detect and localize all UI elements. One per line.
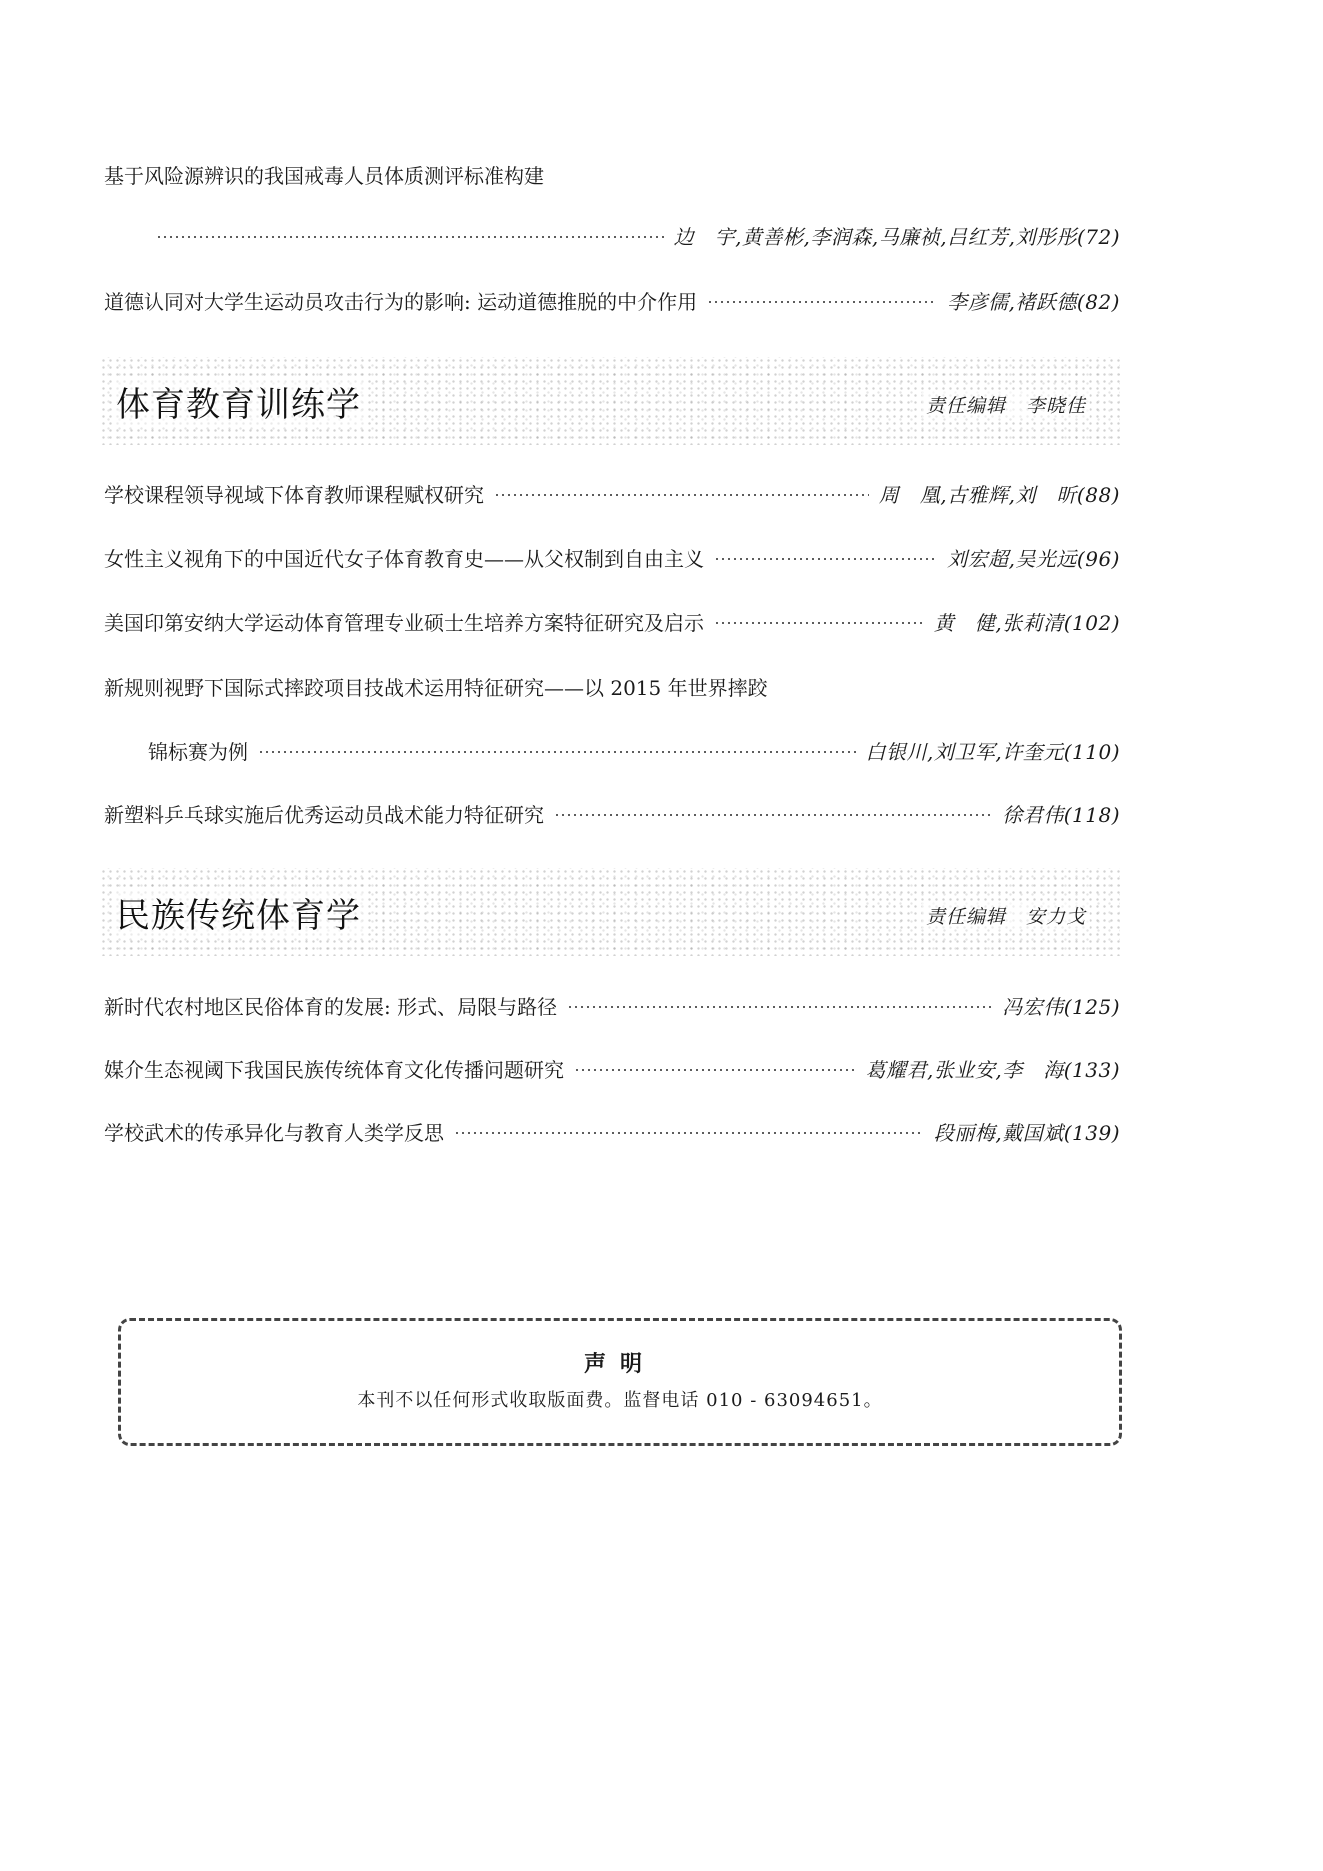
entry-title: 新规则视野下国际式摔跤项目技战术运用特征研究——以 2015 年世界摔跤 <box>104 676 768 700</box>
toc-entry <box>148 738 1120 766</box>
entry-title: 学校课程领导视域下体育教师课程赋权研究 <box>104 483 484 507</box>
notice-heading: 声明 <box>583 1351 656 1377</box>
dot-leader <box>714 621 924 625</box>
entry-authors: 徐君伟(118) <box>1002 803 1120 827</box>
toc-entry <box>104 1119 1120 1147</box>
dot-leader <box>567 1005 992 1009</box>
entry-authors: 黄 健,张莉清(102) <box>933 611 1120 635</box>
section-banner <box>100 868 1120 956</box>
entry-title: 新塑料乒乓球实施后优秀运动员战术能力特征研究 <box>104 803 544 827</box>
entry-authors: 刘宏超,吴光远(96) <box>947 547 1120 571</box>
entry-title: 媒介生态视阈下我国民族传统体育文化传播问题研究 <box>104 1058 564 1082</box>
toc-entry <box>104 1056 1120 1084</box>
toc-entry <box>104 288 1120 316</box>
toc-entry <box>104 674 1120 702</box>
entry-title: 道德认同对大学生运动员攻击行为的影响: 运动道德推脱的中介作用 <box>104 290 698 314</box>
entry-title: 基于风险源辨识的我国戒毒人员体质测评标准构建 <box>104 164 544 188</box>
section-title: 体育教育训练学 <box>112 377 365 426</box>
toc-entry <box>104 801 1120 829</box>
entry-title: 新时代农村地区民俗体育的发展: 形式、局限与路径 <box>104 995 558 1019</box>
dot-leader <box>554 813 992 817</box>
entry-authors: 周 凰,古雅辉,刘 昕(88) <box>878 483 1120 507</box>
toc-entry <box>104 481 1120 509</box>
toc-entry <box>104 545 1120 573</box>
entry-authors: 冯宏伟(125) <box>1002 995 1120 1019</box>
entry-title: 女性主义视角下的中国近代女子体育教育史——从父权制到自由主义 <box>104 547 704 571</box>
entry-authors: 葛耀君,张业安,李 海(133) <box>865 1058 1120 1082</box>
entry-authors: 边 宇,黄善彬,李润森,马廉祯,吕红芳,刘彤彤(72) <box>673 225 1120 249</box>
entry-title: 美国印第安纳大学运动体育管理专业硕士生培养方案特征研究及启示 <box>104 611 704 635</box>
toc-entry <box>104 993 1120 1021</box>
section-editor: 责任编辑 李晓佳 <box>922 391 1090 418</box>
toc-entry <box>104 162 1120 190</box>
section-title: 民族传统体育学 <box>112 888 365 937</box>
entry-title: 学校武术的传承异化与教育人类学反思 <box>104 1121 444 1145</box>
notice-box <box>118 1318 1122 1446</box>
dot-leader <box>494 493 869 497</box>
dot-leader <box>156 235 664 239</box>
toc-entry <box>104 609 1120 637</box>
section-editor: 责任编辑 安力戈 <box>922 902 1090 929</box>
entry-authors: 白银川,刘卫军,许奎元(110) <box>865 740 1120 764</box>
dot-leader <box>707 300 937 304</box>
dot-leader <box>714 557 937 561</box>
dot-leader <box>258 750 856 754</box>
dot-leader <box>574 1068 856 1072</box>
entry-title: 锦标赛为例 <box>148 740 248 764</box>
entry-authors: 段丽梅,戴国斌(139) <box>933 1121 1120 1145</box>
section-banner <box>100 357 1120 445</box>
entry-authors: 李彦儒,褚跃德(82) <box>947 290 1120 314</box>
dot-leader <box>454 1131 924 1135</box>
toc-entry <box>156 223 1120 251</box>
notice-body: 本刊不以任何形式收取版面费。监督电话 010 - 63094651。 <box>357 1390 883 1411</box>
